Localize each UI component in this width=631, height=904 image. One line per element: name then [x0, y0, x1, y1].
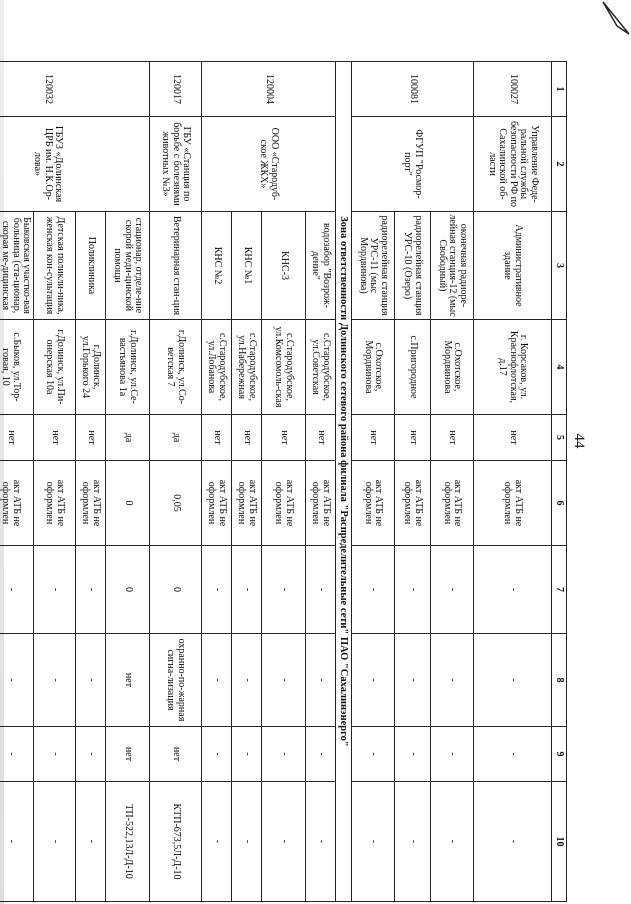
cell-5: нет — [0, 415, 34, 461]
cell-7: - — [395, 546, 431, 634]
cell-7: 0 — [150, 546, 202, 634]
cell-9: - — [202, 727, 232, 782]
folded-corner-mark — [601, 0, 631, 36]
cell-6: акт АТБ не оформлен — [232, 461, 262, 546]
cell-object: Поликлиника — [76, 212, 106, 320]
cell-5: нет — [474, 415, 552, 461]
zone-heading: Зона ответственности Долинского сетевого района филиала "Распределительные сети" ПАО "Сахалинэнерго" — [336, 62, 352, 902]
cell-9: нет — [150, 727, 202, 782]
col-header: 8 — [552, 634, 567, 727]
cell-10: - — [262, 782, 306, 902]
cell-5: нет — [431, 415, 474, 461]
col-header: 4 — [552, 320, 567, 415]
col-header: 9 — [552, 727, 567, 782]
cell-object: Ветеринарная стан-ция — [150, 212, 202, 320]
cell-object: оконечная радиоре-лейная станция-12 (мыс Свободный) — [431, 212, 474, 320]
cell-10: ТП-522,13Л-Д-10 — [106, 782, 150, 902]
cell-10: - — [474, 782, 552, 902]
table-row — [431, 62, 474, 902]
table-row — [474, 62, 552, 902]
cell-8: - — [262, 634, 306, 727]
cell-10: - — [352, 782, 395, 902]
cell-organization: Управление Феде-ральной службы безопасности РФ по Сахалинской об-ласти — [474, 117, 552, 212]
cell-organization: ГБУЗ «Долинская ЦРБ им. Н.К.Ор-лова» — [0, 117, 150, 212]
header-row — [552, 62, 567, 902]
cell-10: - — [232, 782, 262, 902]
cell-6: акт АТБ не оформлен — [395, 461, 431, 546]
cell-9: - — [352, 727, 395, 782]
register-table — [0, 61, 567, 902]
cell-object: водозабор "Возрож-дение" — [306, 212, 336, 320]
cell-9: - — [232, 727, 262, 782]
cell-6: акт АТБ не оформлен — [474, 461, 552, 546]
cell-7: - — [474, 546, 552, 634]
cell-9: - — [474, 727, 552, 782]
cell-8: - — [76, 634, 106, 727]
cell-object: КНС №2 — [202, 212, 232, 320]
cell-code: 100081 — [352, 62, 474, 117]
cell-5: нет — [352, 415, 395, 461]
cell-6: акт АТБ не оформлен — [306, 461, 336, 546]
page-number: 44 — [571, 433, 587, 449]
cell-10: - — [431, 782, 474, 902]
cell-9: нет — [106, 727, 150, 782]
cell-address: г. Корсаков, ул. Краснофлотская, д.17 — [474, 320, 552, 415]
cell-5: да — [150, 415, 202, 461]
cell-5: нет — [306, 415, 336, 461]
cell-10: - — [0, 782, 34, 902]
cell-address: с.Охотское, Мордвинова — [431, 320, 474, 415]
cell-9: - — [395, 727, 431, 782]
cell-7: - — [352, 546, 395, 634]
cell-object: КНС №1 — [232, 212, 262, 320]
cell-9: - — [0, 727, 34, 782]
cell-10: - — [202, 782, 232, 902]
cell-9: - — [76, 727, 106, 782]
cell-7: - — [262, 546, 306, 634]
cell-7: - — [431, 546, 474, 634]
rotated-page — [0, 61, 589, 901]
col-header: 5 — [552, 415, 567, 461]
col-header: 2 — [552, 117, 567, 212]
table-row — [306, 62, 336, 902]
cell-object: КНС-3 — [262, 212, 306, 320]
cell-10: КТП-673,5Л-Д-10 — [150, 782, 202, 902]
cell-8: - — [232, 634, 262, 727]
cell-8: - — [474, 634, 552, 727]
cell-9: - — [262, 727, 306, 782]
cell-7: - — [0, 546, 34, 634]
cell-address: с.Стародубское, ул.Советская — [306, 320, 336, 415]
cell-8: - — [352, 634, 395, 727]
cell-8: - — [0, 634, 34, 727]
cell-address: с.Стародубское, ул.Комсомоль-ская — [262, 320, 306, 415]
cell-object: Административное здание — [474, 212, 552, 320]
col-header: 10 — [552, 782, 567, 902]
zone-row — [336, 62, 352, 902]
cell-8: - — [395, 634, 431, 727]
cell-address: с.Стародубское, ул.Набережная — [232, 320, 262, 415]
cell-organization: ГБУ «Станция по борьбе с болезнями животных №3» — [150, 117, 202, 212]
cell-6: акт АТБ не оформлен — [262, 461, 306, 546]
cell-object: Быковская участко-вая больница (ста-ционар, скорая ме-дицинская — [0, 212, 34, 320]
col-header: 6 — [552, 461, 567, 546]
cell-object: радиорелейная станция УРС-11 (мыс Мордвинова) — [352, 212, 395, 320]
cell-6: акт АТБ не оформлен — [431, 461, 474, 546]
cell-9: - — [34, 727, 76, 782]
cell-8: - — [306, 634, 336, 727]
cell-code: 120004 — [202, 62, 336, 117]
cell-7: - — [306, 546, 336, 634]
cell-organization: ООО «Стародуб-ское ЖКХ» — [202, 117, 336, 212]
cell-6: акт АТБ не оформлен — [76, 461, 106, 546]
table-row — [150, 62, 202, 902]
cell-7: - — [232, 546, 262, 634]
col-header: 7 — [552, 546, 567, 634]
cell-5: да — [106, 415, 150, 461]
cell-6: акт АТБ не оформлен — [34, 461, 76, 546]
cell-6: акт АТБ не оформлен — [202, 461, 232, 546]
cell-6: 0,05 — [150, 461, 202, 546]
cell-10: - — [395, 782, 431, 902]
cell-7: - — [76, 546, 106, 634]
cell-address: г.Долинск, ул.Пи-онерская 10а — [34, 320, 76, 415]
cell-6: акт АТБ не оформлен — [0, 461, 34, 546]
cell-5: нет — [202, 415, 232, 461]
cell-address: г.Долинск, ул.Со-ветская 7 — [150, 320, 202, 415]
cell-5: нет — [262, 415, 306, 461]
cell-8: - — [431, 634, 474, 727]
cell-8: - — [34, 634, 76, 727]
cell-7: - — [202, 546, 232, 634]
cell-8: охранно-по-жарная сигна-лизация — [150, 634, 202, 727]
col-header: 1 — [552, 62, 567, 117]
table-row — [106, 62, 150, 902]
cell-7: - — [34, 546, 76, 634]
cell-code: 120017 — [150, 62, 202, 117]
cell-5: нет — [76, 415, 106, 461]
cell-address: с.Быков, ул.Тор-говая, 10 — [0, 320, 34, 415]
cell-5: нет — [232, 415, 262, 461]
cell-8: нет — [106, 634, 150, 727]
cell-5: нет — [395, 415, 431, 461]
cell-address: г.Долинск, ул.Горького 24 — [76, 320, 106, 415]
cell-6: акт АТБ не оформлен — [352, 461, 395, 546]
cell-code: 100027 — [474, 62, 552, 117]
cell-9: - — [431, 727, 474, 782]
cell-10: - — [34, 782, 76, 902]
cell-5: нет — [34, 415, 76, 461]
cell-address: с.Охотское, Мордвинова — [352, 320, 395, 415]
cell-address: г.Долинск, ул.Се-вастьянова 1а — [106, 320, 150, 415]
cell-object: радиорелейная станция УРС-10 (Озеро) — [395, 212, 431, 320]
col-header: 3 — [552, 212, 567, 320]
cell-9: - — [306, 727, 336, 782]
cell-7: 0 — [106, 546, 150, 634]
cell-6: 0 — [106, 461, 150, 546]
cell-address: с.Стародубское, ул.Лобанова — [202, 320, 232, 415]
cell-10: - — [76, 782, 106, 902]
cell-code: 120032 — [0, 62, 150, 117]
cell-object: Детская поликли-ника, женская кон-сультация — [34, 212, 76, 320]
cell-object: стационар, отделе-ние скорой меди-цинской помощи — [106, 212, 150, 320]
cell-8: - — [202, 634, 232, 727]
cell-address: с.Пригородное — [395, 320, 431, 415]
cell-organization: ФГУП "Росмор-порт" — [352, 117, 474, 212]
cell-10: - — [306, 782, 336, 902]
